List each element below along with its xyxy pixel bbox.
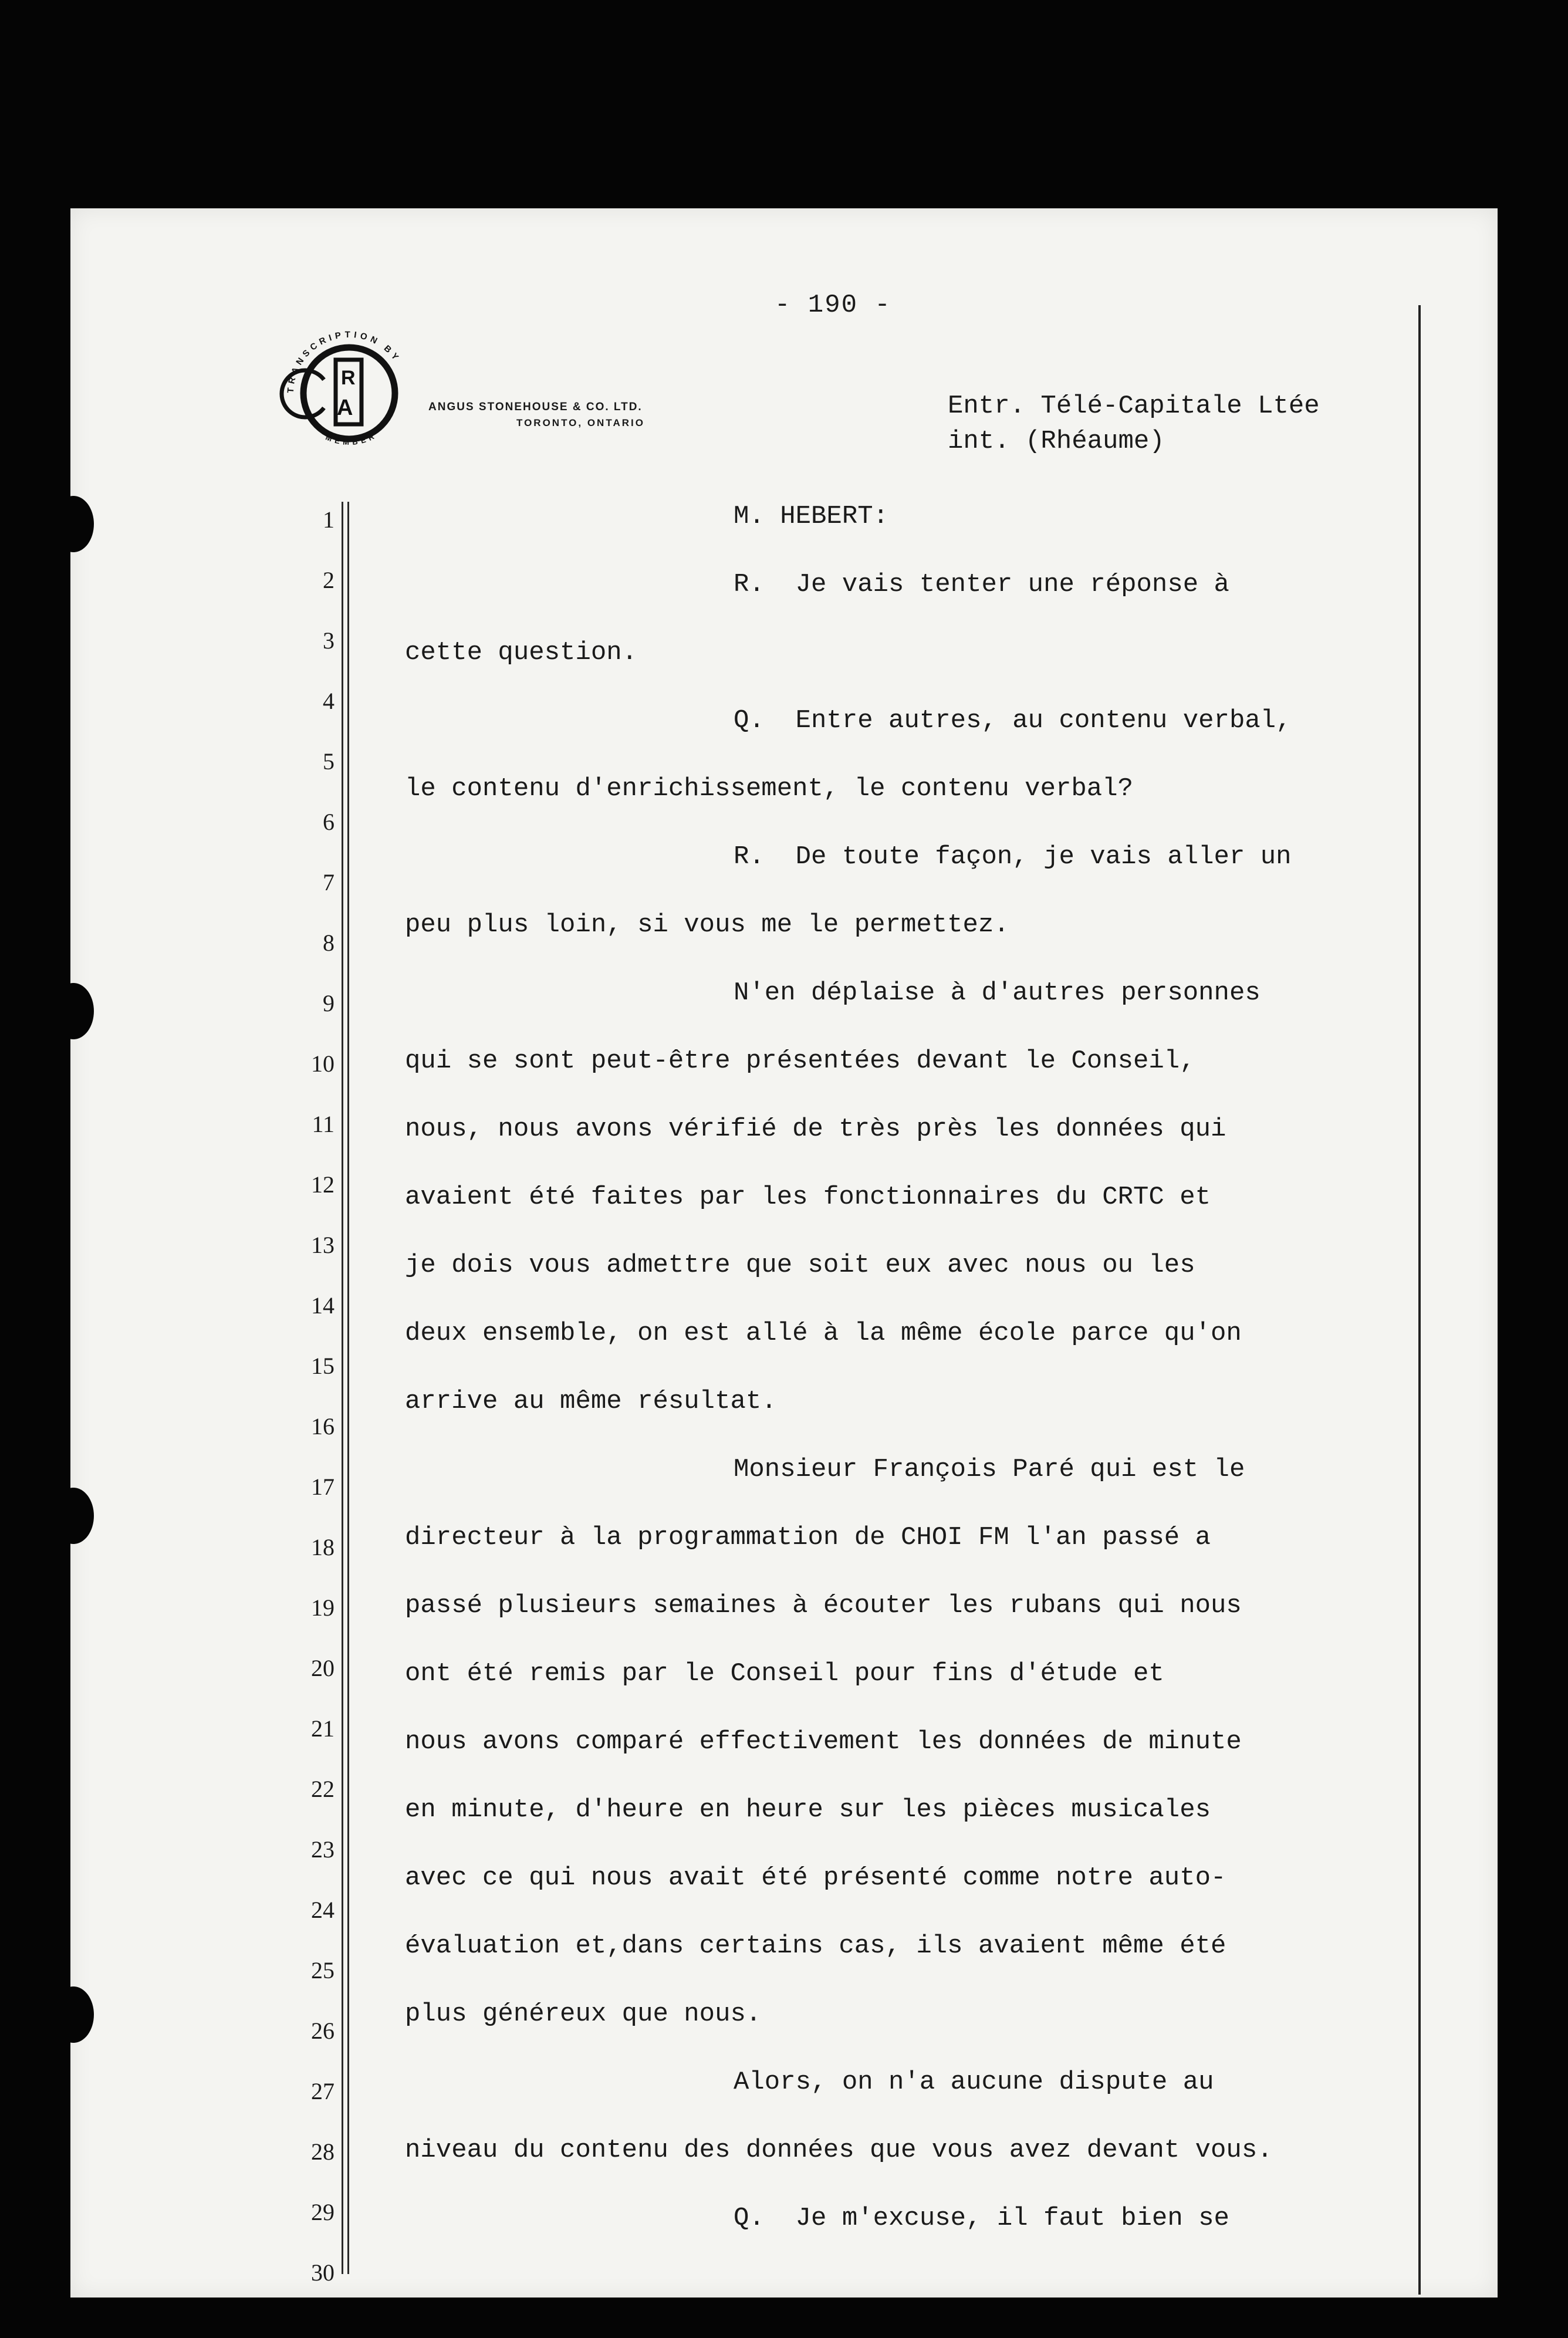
line-number: 19 [311,1594,334,1621]
transcript-line: nous avons comparé effectivement les données de minute [405,1727,1242,1756]
svg-text:TRANSCRIPTION BY: TRANSCRIPTION BY [285,329,403,394]
line-number: 22 [311,1776,334,1802]
line-number: 4 [323,688,334,714]
transcript-line: qui se sont peut-être présentées devant le Conseil, [405,1046,1195,1076]
transcript-line: M. HEBERT: [734,502,889,531]
line-number: 18 [311,1534,334,1560]
transcript-line: niveau du contenu des données que vous avez devant vous. [405,2136,1273,2165]
line-number: 17 [311,1474,334,1500]
line-number: 3 [323,627,334,654]
svg-text:MEMBER: MEMBER [324,430,379,447]
line-number: 5 [323,748,334,775]
transcript-line: peu plus loin, si vous me le permettez. [405,910,1009,940]
line-number: 8 [323,930,334,956]
line-number: 21 [311,1715,334,1742]
line-number: 14 [311,1292,334,1319]
case-title: Entr. Télé-Capitale Ltée [948,391,1320,421]
transcript-line: avec ce qui nous avait été présenté comme notre auto- [405,1863,1226,1893]
line-number: 27 [311,2078,334,2104]
transcript-line: évaluation et,dans certains cas, ils avaient même été [405,1931,1226,1961]
binder-hole [70,1986,94,2043]
transcript-line: Monsieur François Paré qui est le [734,1455,1245,1484]
line-number: 26 [311,2018,334,2044]
line-number: 13 [311,1232,334,1258]
transcript-line: nous, nous avons vérifié de très près les données qui [405,1114,1226,1144]
svg-text:R: R [341,367,356,389]
transcript-line: le contenu d'enrichissement, le contenu verbal? [405,774,1134,803]
line-number: 7 [323,869,334,896]
line-number: 20 [311,1655,334,1681]
line-number: 12 [311,1171,334,1198]
firm-name: ANGUS STONEHOUSE & CO. LTD. [428,401,643,413]
line-number: 30 [311,2259,334,2286]
line-number: 6 [323,809,334,835]
line-number: 16 [311,1413,334,1440]
binder-hole [70,1488,94,1544]
svg-text:A: A [337,396,353,420]
transcript-line: directeur à la programmation de CHOI FM l'an passé a [405,1523,1211,1552]
transcript-line: N'en déplaise à d'autres personnes [734,978,1261,1008]
line-number: 15 [311,1353,334,1379]
transcript-line: passé plusieurs semaines à écouter les rubans qui nous [405,1591,1242,1620]
transcript-line: Q. Je m'excuse, il faut bien se [734,2204,1229,2233]
line-number: 9 [323,990,334,1016]
margin-rule [347,502,349,2274]
transcript-line: deux ensemble, on est allé à la même école parce qu'on [405,1319,1242,1348]
page-number: - 190 - [775,290,891,320]
transcript-line: Q. Entre autres, au contenu verbal, [734,706,1292,735]
transcript-line: ont été remis par le Conseil pour fins d'étude et [405,1659,1164,1688]
transcript-line: plus généreux que nous. [405,1999,762,2029]
line-number: 11 [312,1111,334,1137]
transcript-line: arrive au même résultat. [405,1387,777,1416]
transcript-line: cette question. [405,638,638,667]
margin-rule [342,502,343,2274]
line-number: 10 [311,1050,334,1077]
transcript-line: R. Je vais tenter une réponse à [734,570,1229,599]
right-margin-rule [1418,305,1421,2295]
cra-seal-logo [270,314,428,472]
transcript-line: avaient été faites par les fonctionnaires du CRTC et [405,1182,1211,1212]
binder-hole [70,983,94,1039]
line-number: 25 [311,1957,334,1984]
transcript-line: Alors, on n'a aucune dispute au [734,2067,1214,2097]
case-subtitle: int. (Rhéaume) [948,427,1165,456]
line-number: 24 [311,1897,334,1923]
line-number: 2 [323,567,334,593]
line-number: 23 [311,1836,334,1863]
binder-hole [70,496,94,552]
line-number: 28 [311,2138,334,2165]
transcript-line: R. De toute façon, je vais aller un [734,842,1292,871]
transcript-line: je dois vous admettre que soit eux avec nous ou les [405,1251,1195,1280]
line-number: 1 [323,506,334,533]
transcript-page [70,208,1498,2298]
line-number: 29 [311,2199,334,2225]
firm-city: TORONTO, ONTARIO [516,417,645,428]
transcript-line: en minute, d'heure en heure sur les pièces musicales [405,1795,1211,1825]
